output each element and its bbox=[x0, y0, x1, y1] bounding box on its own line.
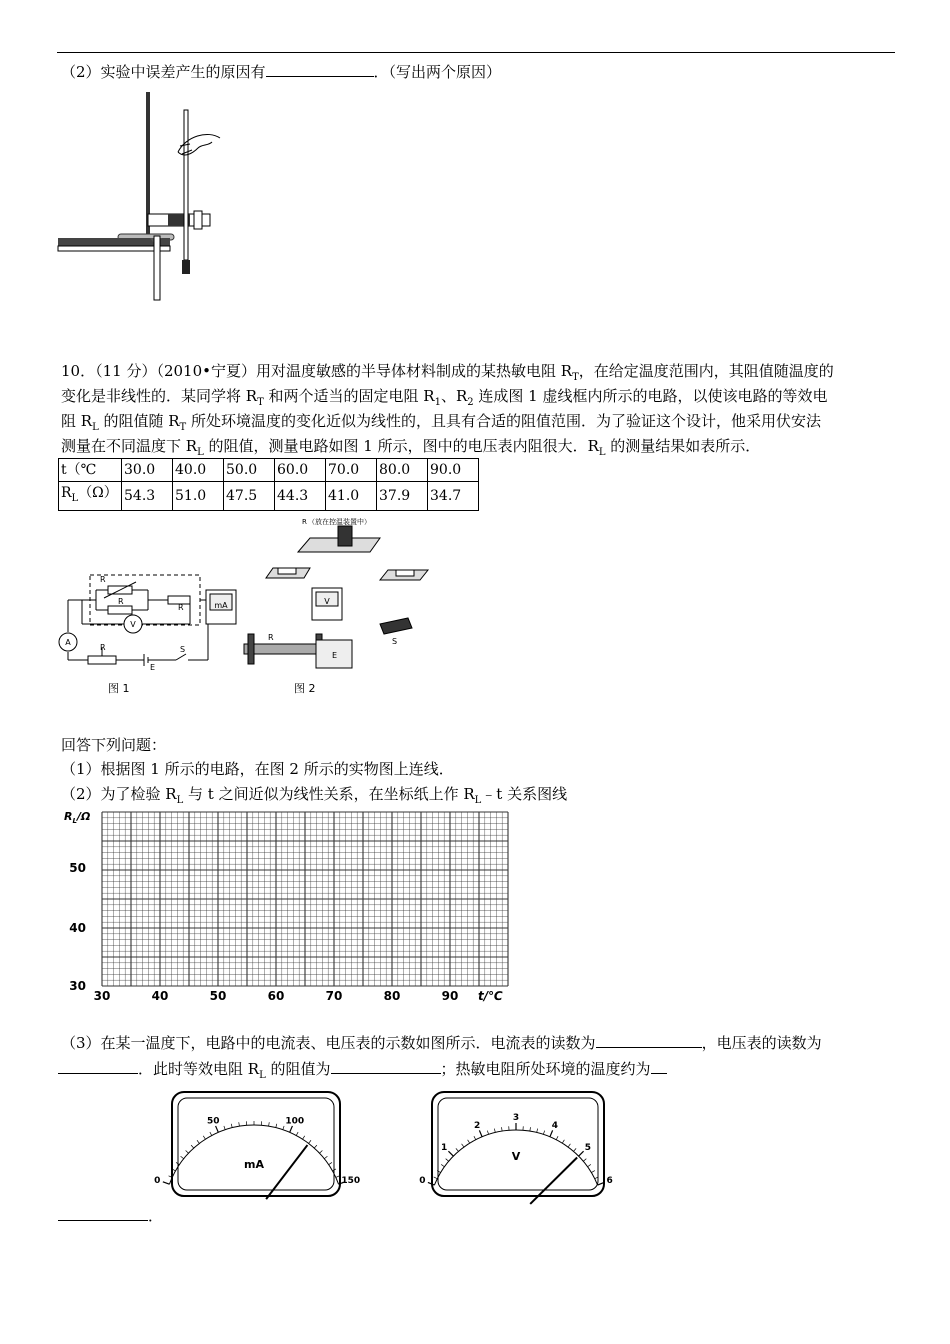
graph-xtick: 90 bbox=[441, 989, 459, 1003]
meters-figure bbox=[154, 1090, 613, 1200]
graph-x-label: t/℃ bbox=[478, 989, 503, 1003]
graph-y-unit: /Ω bbox=[76, 810, 91, 823]
titration-stand-figure bbox=[58, 88, 228, 300]
q10-line2: 变化是非线性的．某同学将 $R_T$ 和两个适当的固定电阻 $R_1$、$R_2$ 连成图 1 虚线框内所示的电路，以使该电路的等效电 bbox=[61, 387, 828, 408]
ammeter-tick-label: 50 bbox=[206, 1116, 220, 1127]
graph-xtick: 60 bbox=[267, 989, 285, 1003]
voltmeter-tick-label: 4 bbox=[551, 1120, 559, 1131]
ammeter-tick-label: 100 bbox=[285, 1116, 305, 1127]
fig2-e-label: E bbox=[332, 651, 338, 660]
answer-blank[interactable] bbox=[266, 62, 374, 77]
voltmeter-reading-blank[interactable] bbox=[58, 1059, 138, 1074]
q10-part1: （1）根据图 1 所示的电路，在图 2 所示的实物图上连线． bbox=[61, 760, 454, 778]
fig2-s-label: S bbox=[392, 637, 398, 646]
rt-label: R bbox=[100, 575, 106, 584]
rheostat-label: R bbox=[100, 643, 106, 652]
r2-label: R bbox=[178, 603, 184, 612]
fig2-r-label: R bbox=[268, 633, 274, 642]
voltmeter-tick-label: 1 bbox=[441, 1142, 448, 1153]
ammeter-tick-label: 0 bbox=[154, 1175, 161, 1186]
voltmeter-tick-label: 0 bbox=[419, 1176, 426, 1187]
q10-part2: （2）为了检验 $R_L$ 与 t 之间近似为线性关系，在坐标纸上作 $R_L﹣t$ 关系图线 bbox=[61, 785, 568, 806]
svg-text:RL/Ω: $R_L/\Omega$ bbox=[64, 810, 91, 825]
battery-label: E bbox=[150, 663, 156, 672]
voltmeter-unit: V bbox=[511, 1150, 521, 1163]
graph-y-label: R bbox=[64, 810, 73, 823]
ammeter-unit: mA bbox=[244, 1158, 264, 1171]
graph-xtick: 50 bbox=[209, 989, 227, 1003]
graph-xtick: 40 bbox=[151, 989, 169, 1003]
voltmeter-symbol-label: V bbox=[130, 620, 136, 629]
voltmeter bbox=[419, 1092, 613, 1204]
q9-part2: （2）实验中误差产生的原因有 ．（写出两个原因） bbox=[61, 63, 502, 81]
temperature-blank-continued[interactable] bbox=[58, 1206, 148, 1221]
q10-part3-line1: （3）在某一温度下，电路中的电流表、电压表的示数如图所示．电流表的读数为 ，电压表的读数为 bbox=[61, 1034, 822, 1052]
graph-paper bbox=[58, 806, 518, 1006]
q10-part3-end: ． bbox=[58, 1206, 163, 1225]
voltmeter-tick-label: 5 bbox=[584, 1142, 591, 1153]
fig2-rt-caption: R bbox=[302, 518, 307, 526]
resistance-blank[interactable] bbox=[331, 1059, 441, 1074]
table-row: $R_L(\Omega)$ 54.3 51.0 47.5 44.3 41.0 37.9 34.7 bbox=[59, 482, 479, 511]
q10-line3: 阻 $R_L$ 的阻值随 $R_T$ 所处环境温度的变化近似为线性的，且具有合适的阻值范围．为了验证这个设计，他采用伏安法 bbox=[61, 412, 821, 433]
graph-ytick: 30 bbox=[69, 979, 86, 993]
switch-label: S bbox=[180, 645, 186, 654]
graph-ytick: 50 bbox=[69, 861, 86, 875]
figure-1-label: 图 1 bbox=[108, 682, 130, 695]
ammeter-reading-blank[interactable] bbox=[596, 1033, 702, 1048]
r1-label: R bbox=[118, 597, 124, 606]
ammeter bbox=[154, 1092, 360, 1199]
ammeter-symbol-label: A bbox=[65, 638, 71, 647]
temperature-blank[interactable] bbox=[651, 1059, 667, 1074]
ammeter-tick-label: 150 bbox=[341, 1175, 361, 1186]
q10-part3-line2: ．此时等效电阻 $R_L$ 的阻值为 ；热敏电阻所处环境的温度约为 bbox=[58, 1059, 667, 1085]
graph-xtick: 70 bbox=[325, 989, 343, 1003]
q10-line4: 测量在不同温度下 $R_L$ 的阻值，测量电路如图 1 所示，图中的电压表内阻很大．$R_L$ 的测量结果如表所示． bbox=[61, 437, 761, 458]
voltmeter-tick-label: 2 bbox=[473, 1120, 481, 1131]
circuit-figures bbox=[58, 512, 448, 702]
q10-line1: 10．（11 分）（2010•宁夏）用对温度敏感的半导体材料制成的某热敏电阻 $R_T$，在给定温度范围内，其阻值随温度的 bbox=[61, 362, 834, 383]
table-row: t（℃ 30.0 40.0 50.0 60.0 70.0 80.0 90.0 bbox=[59, 459, 479, 482]
grid-lines bbox=[102, 812, 508, 986]
figure-2-label: 图 2 bbox=[294, 682, 316, 695]
figure-2-apparatus bbox=[206, 526, 428, 668]
voltmeter-tick-label: 6 bbox=[606, 1176, 613, 1187]
rl-table bbox=[58, 458, 479, 511]
voltmeter-tick-label: 3 bbox=[512, 1113, 520, 1123]
header-rule bbox=[57, 52, 895, 53]
fig2-v-label: V bbox=[324, 597, 330, 606]
answer-intro: 回答下列问题： bbox=[61, 736, 167, 754]
graph-ytick: 40 bbox=[69, 921, 86, 935]
fig2-ma-label: mA bbox=[214, 601, 228, 610]
graph-xtick: 30 bbox=[93, 989, 111, 1003]
graph-xtick: 80 bbox=[383, 989, 401, 1003]
fig2-rt-caption-rest: （放在控温装置中） bbox=[308, 518, 371, 526]
